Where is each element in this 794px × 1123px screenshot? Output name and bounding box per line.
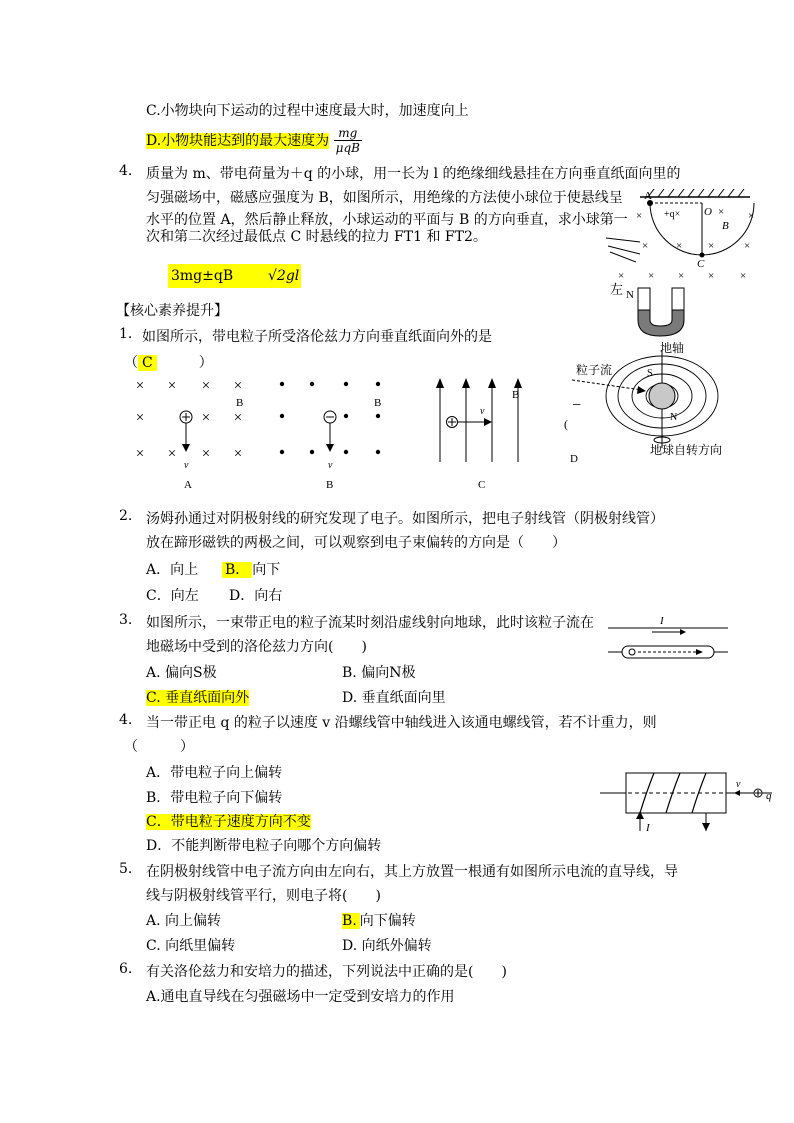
question-text: 次和第二次经过最低点 C 时悬线的拉力 FT1 和 FT2。 <box>146 229 487 245</box>
svg-text:×: × <box>135 378 145 394</box>
svg-text:×: × <box>618 270 625 282</box>
label-earth-rotation: 地球自转方向 <box>650 443 723 457</box>
svg-text:×: × <box>744 240 751 252</box>
answer-text: 3mg±qB <box>171 268 234 284</box>
svg-text:×: × <box>233 378 243 394</box>
svg-text:v: v <box>184 460 189 471</box>
option-c: C. 向纸里偏转 <box>146 938 236 954</box>
option-b: B． 向下 <box>222 559 280 579</box>
question-number: 4. <box>119 163 133 179</box>
option-c: C. 垂直纸面向外 <box>146 690 250 706</box>
svg-text:(: ( <box>564 417 568 431</box>
svg-text:×: × <box>676 240 683 252</box>
question-text: 在阴极射线管中电子流方向由左向右，其上方放置一根通有如图所示电流的直导线，导 <box>146 864 678 880</box>
label-left: 左 <box>610 282 624 297</box>
svg-text:q: q <box>766 790 772 802</box>
svg-text:×: × <box>167 378 177 394</box>
option-d: D. 垂直纸面向里 <box>342 690 446 706</box>
question-text: 线与阴极射线管平行，则电子将( ) <box>146 888 381 904</box>
svg-text:×: × <box>233 410 243 426</box>
question-number: 4. <box>119 712 133 728</box>
question-text: 地磁场中受到的洛伦兹力方向( ) <box>146 639 367 655</box>
svg-text:×: × <box>135 410 145 426</box>
figure-label: C <box>478 479 486 490</box>
label-current: I <box>660 615 664 627</box>
option-d-prev <box>146 126 362 155</box>
svg-text:×: × <box>748 210 755 222</box>
option-c-prev: C.小物块向下运动的过程中速度最大时，加速度向上 <box>146 103 469 119</box>
question-text: 如图所示，带电粒子所受洛伦兹力方向垂直纸面向外的是 <box>142 329 492 345</box>
option-d: D. 向纸外偏转 <box>342 938 432 954</box>
option-d: D．不能判断带电粒子向哪个方向偏转 <box>146 838 382 854</box>
question-number: 3. <box>119 612 133 628</box>
svg-text:×: × <box>201 446 211 462</box>
figure-c <box>426 374 538 490</box>
option-d-text: 小物块能达到的最大速度为 <box>161 132 330 149</box>
svg-text:×: × <box>201 378 211 394</box>
question-text: 水平的位置 A，然后静止释放，小球运动的平面与 B 的方向垂直，求小球第一 <box>146 212 628 228</box>
question-text: 质量为 m、带电荷量为＋q 的小球，用一长为 l 的绝缘细线悬挂在方向垂直纸面向里的 <box>146 166 681 182</box>
svg-text:−: − <box>572 397 582 414</box>
question-text: 匀强磁场中，磁感应强度为 B，如图所示，用绝缘的方法使小球位于使悬线呈 <box>146 190 623 206</box>
svg-text:B: B <box>236 397 244 409</box>
label-o: O <box>704 206 712 218</box>
svg-text:N: N <box>670 412 678 423</box>
answer-choice: C <box>138 355 157 371</box>
label-c: C <box>697 258 705 270</box>
option-b: B．带电粒子向下偏转 <box>146 790 283 806</box>
wire-tube-figure <box>604 612 736 670</box>
option-a: A. 向上偏转 <box>146 913 222 929</box>
question-text: 放在蹄形磁铁的两极之间，可以观察到电子束偏转的方向是（ ） <box>146 535 566 551</box>
question-text: 有关洛伦兹力和安培力的描述，下列说法中正确的是( ) <box>146 964 507 980</box>
question-text: 如图所示，一束带正电的粒子流某时刻沿虚线射向地球，此时该粒子流在 <box>146 615 594 631</box>
answer-paren: （ C ） <box>124 355 213 371</box>
question-number: 5. <box>119 861 133 877</box>
option-d-prefix: D. <box>146 132 162 149</box>
option-a: A．带电粒子向上偏转 <box>146 765 283 781</box>
label-b: B <box>722 220 729 232</box>
svg-text:S: S <box>647 368 653 379</box>
svg-text:×: × <box>201 410 211 426</box>
svg-text:×: × <box>636 210 643 222</box>
svg-text:×: × <box>740 270 747 282</box>
svg-text:B: B <box>512 389 520 401</box>
label-earth-axis: 地轴 <box>660 341 685 355</box>
label-particle-stream: 粒子流 <box>576 363 613 377</box>
figure-a <box>120 372 260 490</box>
option-a: A. 偏向S极 <box>146 665 217 681</box>
option-b: B. 偏向N极 <box>342 665 416 681</box>
horseshoe-magnet-figure <box>600 232 710 340</box>
figure-label: B <box>326 479 334 490</box>
svg-text:×: × <box>718 206 725 218</box>
max-speed-fraction: $\frac{mg}{\text{μqB}}$ <box>335 126 360 155</box>
svg-text:×: × <box>167 446 177 462</box>
option-b: B. 向下偏转 <box>342 913 416 929</box>
answer-highlight <box>168 264 301 288</box>
svg-text:×: × <box>708 270 715 282</box>
svg-text:×: × <box>642 240 649 252</box>
label-north: N <box>626 289 634 301</box>
figure-label: D <box>570 453 578 465</box>
svg-text:×: × <box>648 270 655 282</box>
answer-paren: （ ） <box>124 739 194 755</box>
question-number: 2. <box>119 508 133 524</box>
option-a: A.通电直导线在匀强磁场中一定受到安培力的作用 <box>146 989 455 1005</box>
option-d: D．向右 <box>229 588 283 604</box>
answer-root: √2gl <box>268 268 300 284</box>
svg-text:×: × <box>678 270 685 282</box>
option-c: C．带电粒子速度方向不变 <box>146 814 311 830</box>
figure-label: A <box>184 479 192 490</box>
label-a: A <box>644 190 652 202</box>
label-charge: +q× <box>664 209 681 220</box>
svg-text:v: v <box>328 460 333 471</box>
question-number: 6. <box>119 961 133 977</box>
svg-text:×: × <box>708 240 715 252</box>
figure-d-earth <box>562 338 732 466</box>
svg-text:v: v <box>480 406 485 417</box>
option-c: C．向左 <box>146 588 199 604</box>
svg-text:B: B <box>374 397 382 409</box>
solenoid-figure <box>596 765 776 837</box>
svg-text:×: × <box>135 446 145 462</box>
section-heading: 【核心素养提升】 <box>116 303 228 319</box>
option-a: A．向上 <box>146 562 199 578</box>
svg-text:v: v <box>736 779 741 790</box>
figure-b <box>268 372 398 490</box>
svg-text:×: × <box>233 446 243 462</box>
svg-text:I: I <box>646 822 650 834</box>
question-text: 当一带正电 q 的粒子以速度 v 沿螺线管中轴线进入该通电螺线管，若不计重力，则 <box>146 715 657 731</box>
question-text: 汤姆孙通过对阴极射线的研究发现了电子。如图所示，把电子射线管（阴极射线管） <box>146 511 664 527</box>
question-number: 1. <box>119 326 133 342</box>
